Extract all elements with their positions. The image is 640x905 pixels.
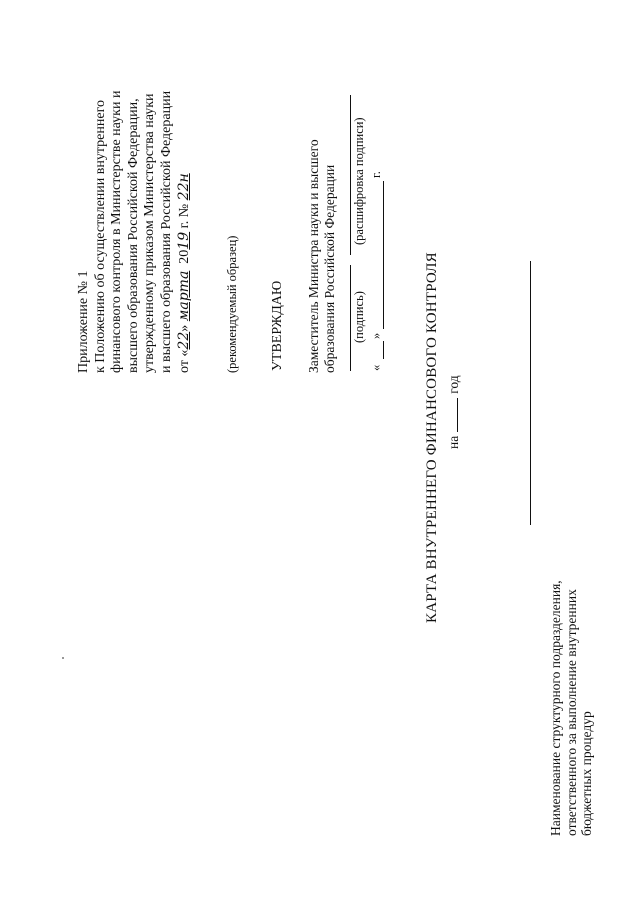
handwritten-year: 19 bbox=[175, 231, 192, 250]
date-prefix: от « bbox=[176, 349, 192, 373]
approval-date-open: « bbox=[369, 364, 383, 371]
appendix-order-date bbox=[176, 91, 194, 373]
handwritten-day: 22 bbox=[175, 331, 192, 350]
appendix-line: финансового контроля в Министерстве науки и bbox=[109, 90, 125, 373]
responsible-unit-label-line: Наименование структурного подразделения, bbox=[548, 580, 563, 836]
appendix-line: к Положению об осуществлении внутреннего bbox=[92, 100, 108, 373]
signature-decoding-line bbox=[350, 95, 351, 255]
date-close-quote: » bbox=[176, 324, 192, 332]
signature-decoding-caption: (расшифровка подписи) bbox=[352, 117, 366, 245]
responsible-unit-label bbox=[548, 580, 595, 836]
year-prefix: 20 bbox=[176, 249, 192, 264]
handwritten-month: марта bbox=[175, 270, 192, 322]
card-year-line bbox=[446, 375, 462, 449]
approver-position bbox=[306, 139, 338, 373]
document-title: КАРТА ВНУТРЕННЕГО ФИНАНСОВОГО КОНТРОЛЯ bbox=[424, 252, 440, 623]
approver-position-line: образования Российской Федерации bbox=[322, 164, 337, 373]
appendix-line: и высшего образования Российской Федерации bbox=[158, 90, 174, 373]
scan-speck bbox=[62, 657, 64, 659]
recommended-sample-note: (рекомендуемый образец) bbox=[225, 235, 239, 373]
signature-caption: (подпись) bbox=[352, 291, 366, 343]
card-year-prefix: на bbox=[446, 435, 461, 449]
handwritten-order-number: 22н bbox=[175, 173, 192, 201]
approval-date-year-suffix: г. bbox=[369, 171, 383, 178]
approval-month-year-blank bbox=[383, 181, 384, 329]
order-number-label: г. № bbox=[176, 203, 192, 229]
appendix-line: Приложение № 1 bbox=[76, 270, 91, 373]
approval-date-close: » bbox=[369, 332, 383, 339]
appendix-line: утвержденному приказом Министерства науки bbox=[142, 93, 158, 373]
approval-day-blank bbox=[383, 341, 384, 359]
card-year-blank bbox=[457, 398, 458, 432]
card-year-suffix: год bbox=[446, 375, 461, 394]
approver-position-line: Заместитель Министра науки и высшего bbox=[306, 139, 321, 373]
responsible-unit-label-line: бюджетных процедур bbox=[579, 711, 595, 836]
appendix-header bbox=[76, 91, 193, 373]
approval-heading: УТВЕРЖДАЮ bbox=[270, 280, 285, 371]
responsible-unit-field-line bbox=[530, 261, 531, 525]
signature-line bbox=[350, 265, 351, 371]
appendix-line: высшего образования Российской Федерации, bbox=[125, 98, 141, 373]
responsible-unit-label-line: ответственного за выполнение внутренних bbox=[563, 589, 579, 836]
